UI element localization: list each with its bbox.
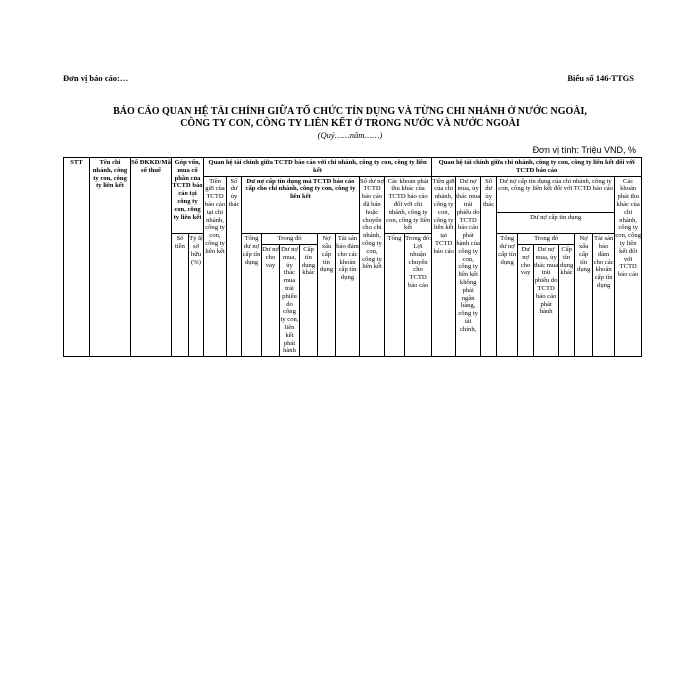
reporting-unit-label: Đơn vị báo cáo:…: [63, 73, 129, 83]
col-capital: Góp vốn, mua cổ phần của TCTD báo cáo tại công ty con, công ty liên kết: [172, 158, 204, 234]
col-b-receivable: Các khoản phải thu khác của chi nhánh, công ty con, công ty liên kết đối với TCTD báo cáo: [615, 176, 642, 357]
col-a-credit: Dư nợ cấp tín dụng mà TCTD báo cáo cấp cho chi nhánh, công ty con, công ty liên kết: [242, 176, 360, 234]
report-title-line1: BÁO CÁO QUAN HỆ TÀI CHÍNH GIỮA TỔ CHỨC TÍN DỤNG VÀ TỪNG CHI NHÁNH Ở NƯỚC NGOÀI,: [113, 106, 587, 117]
col-b-bonds-buy: Dư nợ mua, ủy thác mua trái phiếu do TCTD báo cáo phát hành của công ty con, công ty liên kết không phải ngân hàng, công ty tài chính,: [456, 176, 481, 357]
col-b-credit: Dư nợ cấp tín dụng của chi nhánh, công ty con, công ty liên kết đối với TCTD báo cáo: [497, 176, 615, 212]
col-a-recv-total: Tổng: [385, 234, 405, 357]
col-b-bonds: Dư nợ mua, ủy thác mua trái phiếu do TCTD báo cáo phát hành: [534, 244, 559, 356]
col-a-recv-profit: Trong đó: Lợi nhuận chuyển cho TCTD báo cáo: [405, 234, 432, 357]
col-a-deposit: Tiền gửi của TCTD báo cáo tại chi nhánh, công ty con, công ty liên kết: [204, 176, 227, 357]
col-name: Tên chi nhánh, công ty con, công ty liên kết: [90, 158, 131, 357]
col-b-total: Tổng dư nợ cấp tín dụng: [497, 234, 518, 357]
col-capital-ratio: Tỷ lệ sở hữu (%): [189, 234, 204, 357]
col-a-total: Tổng dư nợ cấp tín dụng: [242, 234, 262, 357]
group-b-header: Quan hệ tài chính giữa chi nhánh, công ty con, công ty liên kết đối với TCTD báo cáo: [432, 158, 642, 177]
col-a-other: Cấp tín dụng khác: [300, 244, 318, 356]
col-a-bonds: Dư nợ mua, ủy thác mua trái phiếu do công ty con, liên kết phát hành: [280, 244, 300, 356]
col-b-inwhich: Trong đó: [518, 234, 575, 245]
form-number: Biểu số 146-TTGS: [567, 73, 634, 83]
group-a-header: Quan hệ tài chính giữa TCTD báo cáo với chi nhánh, công ty con, công ty liên kết: [204, 158, 432, 177]
unit-label: Đơn vị tính: Triệu VND, %: [532, 145, 636, 155]
col-b-loan: Dư nợ cho vay: [518, 244, 534, 356]
col-b-collateral: Tài sản bảo đảm cho các khoản cấp tín dụng: [593, 234, 615, 357]
report-title-line2: CÔNG TY CON, CÔNG TY LIÊN KẾT Ở TRONG NƯỚC VÀ NƯỚC NGOÀI: [180, 118, 520, 129]
col-registration: Số ĐKKD/Mã số thuế: [131, 158, 172, 357]
report-title: [63, 106, 637, 130]
col-b-credit-sub: Dư nợ cấp tín dụng: [497, 213, 615, 234]
col-a-collateral: Tài sản bảo đảm cho các khoản cấp tín dụng: [336, 234, 360, 357]
col-a-inwhich: Trong đó: [262, 234, 318, 245]
col-capital-amount: Số tiền: [172, 234, 189, 357]
col-a-sold: Số dư nợ TCTD báo cáo đã bán hoặc chuyển cho chi nhánh, công ty con, công ty liên kết: [360, 176, 385, 357]
col-a-receivable: Các khoản phải thu khác của TCTD báo cáo đối với chi nhánh, công ty con, công ty liên kết: [385, 176, 432, 234]
col-b-trust: Số dư ủy thác: [481, 176, 497, 357]
col-a-loan: Dư nợ cho vay: [262, 244, 280, 356]
col-b-bad: Nợ xấu cấp tín dụng: [575, 234, 593, 357]
report-table: [63, 157, 642, 357]
col-b-other: Cấp tín dụng khác: [559, 244, 575, 356]
col-stt: STT: [64, 158, 90, 357]
col-a-trust: Số dư ủy thác: [227, 176, 242, 357]
report-period: (Quý……năm……): [317, 130, 383, 140]
col-a-bad: Nợ xấu cấp tín dụng: [318, 234, 336, 357]
col-b-deposit: Tiền gửi của chi nhánh, công ty con, công ty liên kết tại TCTD báo cáo: [432, 176, 456, 357]
